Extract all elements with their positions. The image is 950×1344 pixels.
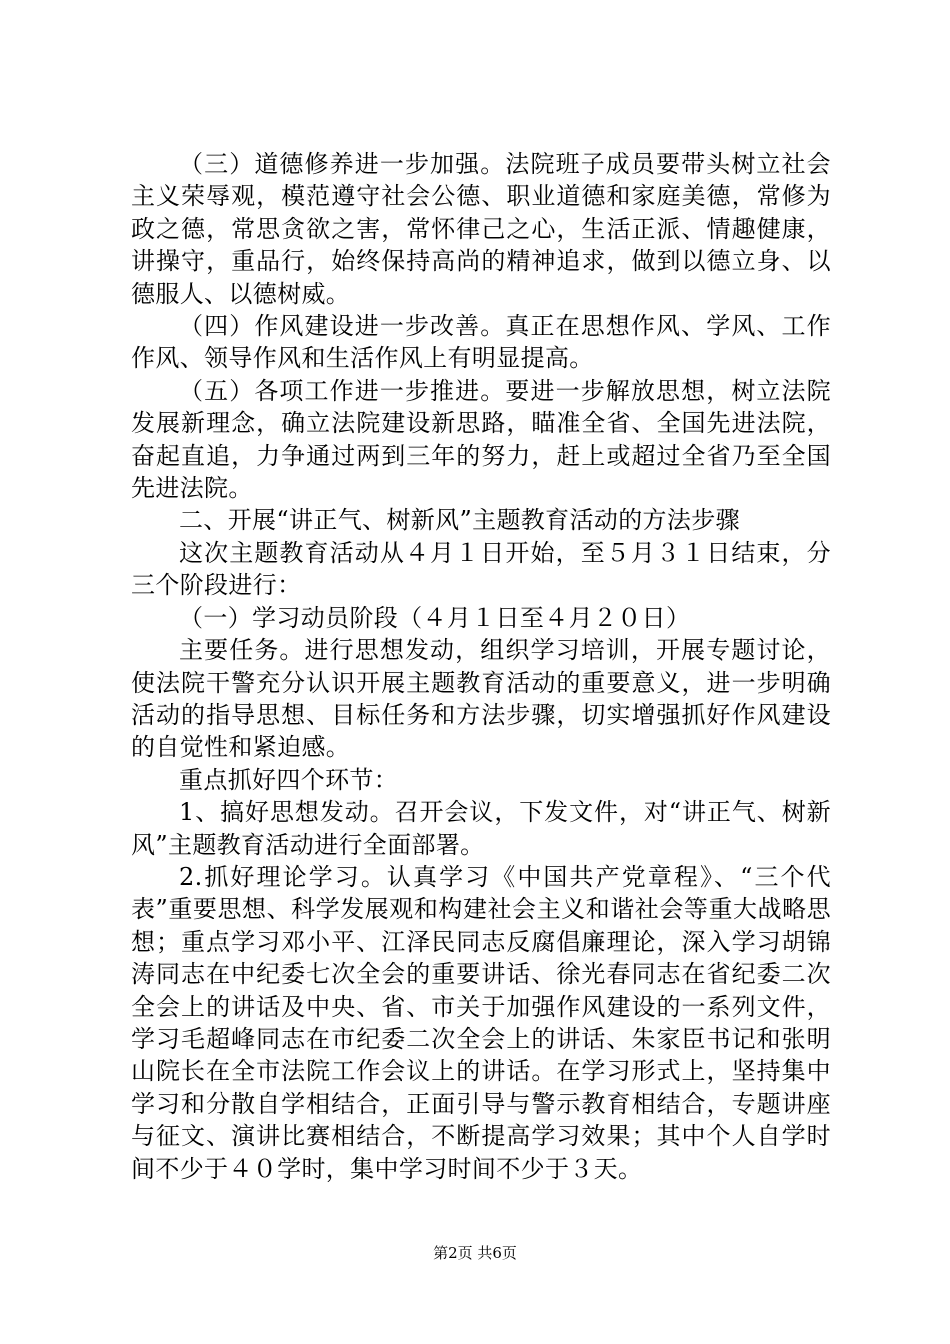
document-body bbox=[131, 148, 831, 1185]
paragraph-work-progress: （五）各项工作进一步推进。要进一步解放思想，树立法院发展新理念，确立法院建设新思路，瞄准全省、全国先进法院，奋起直追，力争通过两到三年的努力，赶上或超过全省乃至全国先进法院。 bbox=[131, 376, 831, 503]
page-number-footer: 第2页 共6页 bbox=[433, 1244, 517, 1262]
paragraph-main-tasks: 主要任务。进行思想发动，组织学习培训，开展专题讨论，使法院干警充分认识开展主题教育活动的重要意义，进一步明确活动的指导思想、目标任务和方法步骤，切实增强抓好作风建设的自觉性和紧迫感。 bbox=[131, 636, 831, 762]
paragraph-moral-cultivation: （三）道德修养进一步加强。法院班子成员要带头树立社会主义荣辱观，模范遵守社会公德、职业道德和家庭美德，常修为政之德，常思贪欲之害，常怀律己之心，生活正派、情趣健康，讲操守，重品行，始终保持高尚的精神追求，做到以德立身、以德服人、以德树威。 bbox=[131, 150, 831, 308]
list-item-mobilization: 1、搞好思想发动。召开会议，下发文件，对“讲正气、树新风”主题教育活动进行全面部署。 bbox=[131, 798, 831, 859]
paragraph-work-style: （四）作风建设进一步改善。真正在思想作风、学风、工作作风、领导作风和生活作风上有明显提高。 bbox=[131, 312, 831, 373]
subheading-study-stage: （一）学习动员阶段（４月１日至４月２０日） bbox=[179, 603, 691, 632]
paragraph-schedule: 这次主题教育活动从４月１日开始，至５月３１日结束，分三个阶段进行： bbox=[131, 538, 831, 600]
section-heading-methods: 二、开展“讲正气、树新风”主题教育活动的方法步骤 bbox=[179, 506, 740, 535]
paragraph-four-steps: 重点抓好四个环节： bbox=[179, 765, 399, 794]
list-item-theory-study: 2.抓好理论学习。认真学习《中国共产党章程》、“三个代表”重要思想、科学发展观和构建社会主义和谐社会等重大战略思想；重点学习邓小平、江泽民同志反腐倡廉理论，深入学习胡锦涛同志在中纪委七次全会的重要讲话、徐光春同志在省纪委二次全会上的讲话及中央、省、市关于加强作风建设的一系列文件，学习毛超峰同志在市纪委二次全会上的讲话、朱家臣书记和张明山院长在全市法院工作会议上的讲话。在学习形式上，坚持集中学习和分散自学相结合，正面引导与警示教育相结合，专题讲座与征文、演讲比赛相结合，不断提高学习效果；其中个人自学时间不少于４０学时，集中学习时间不少于３天。 bbox=[131, 862, 831, 1183]
